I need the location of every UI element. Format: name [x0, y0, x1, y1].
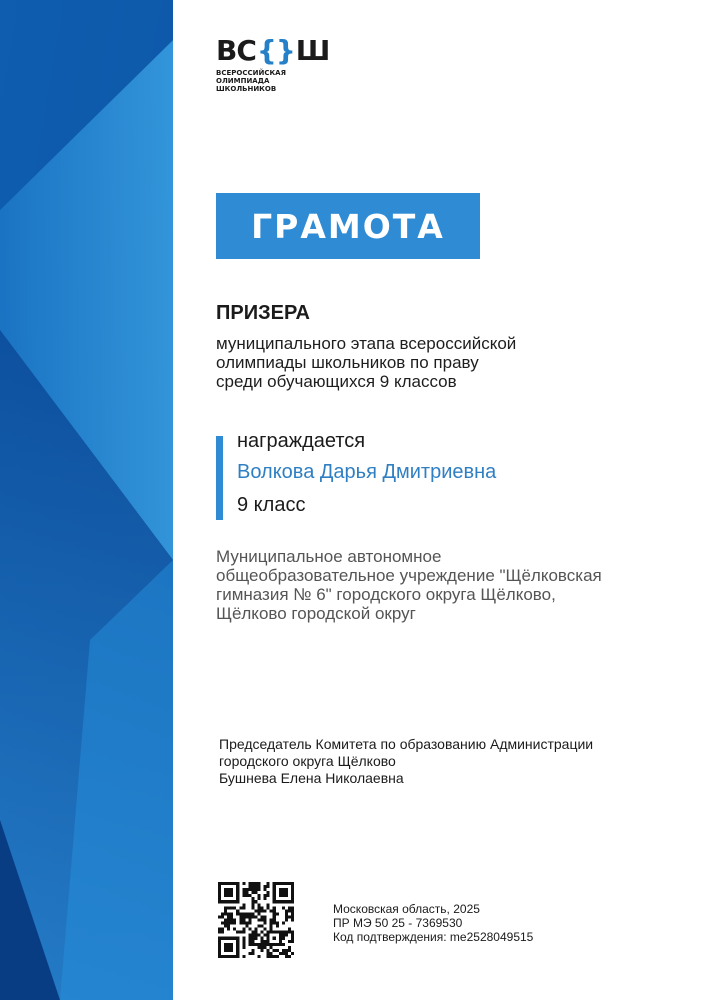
- logo-subtitle: [216, 69, 329, 93]
- logo-mark: [216, 34, 330, 67]
- olympiad-logo: [216, 34, 330, 93]
- recipient-name: Волкова Дарья Дмитриевна: [237, 461, 497, 483]
- school-line: Щёлково городской округ: [216, 604, 416, 623]
- footer-line: Код подтверждения: me2528049515: [333, 930, 534, 944]
- signer-line: Председатель Комитета по образованию Администрации: [219, 736, 594, 752]
- logo-mark-brace: {}: [256, 34, 295, 67]
- school-name: [216, 547, 602, 623]
- footer-line: ПР МЭ 50 25 - 7369530: [333, 916, 463, 930]
- award-desc-line: муниципального этапа всероссийской: [216, 334, 517, 353]
- logo-mark-left: ВС: [216, 34, 256, 67]
- award-kind: ПРИЗЕРА: [216, 302, 310, 324]
- signer-block: [219, 736, 593, 787]
- school-line: общеобразовательное учреждение "Щёлковская: [216, 566, 602, 585]
- logo-mark-right: Ш: [295, 34, 330, 67]
- award-desc-line: олимпиады школьников по праву: [216, 353, 479, 372]
- logo-sub-line: ВСЕРОССИЙСКАЯ: [216, 69, 286, 77]
- title-banner: [216, 193, 480, 259]
- award-description: [216, 334, 516, 391]
- accent-bar: [216, 436, 223, 520]
- decorative-side-band: [0, 0, 173, 1000]
- logo-sub-line: ШКОЛЬНИКОВ: [216, 85, 277, 93]
- school-line: Муниципальное автономное: [216, 547, 442, 566]
- recipient-grade: 9 класс: [237, 494, 306, 516]
- awarded-label: награждается: [237, 430, 366, 452]
- certificate-title: ГРАМОТА: [251, 206, 445, 246]
- footer-info: [333, 902, 533, 944]
- school-line: гимназия № 6" городского округа Щёлково,: [216, 585, 556, 604]
- award-desc-line: среди обучающихся 9 классов: [216, 372, 457, 391]
- signer-line: Бушнева Елена Николаевна: [219, 770, 404, 786]
- signer-line: городского округа Щёлково: [219, 753, 396, 769]
- qr-code-icon: [218, 882, 294, 958]
- footer-line: Московская область, 2025: [333, 902, 480, 916]
- logo-sub-line: ОЛИМПИАДА: [216, 77, 270, 85]
